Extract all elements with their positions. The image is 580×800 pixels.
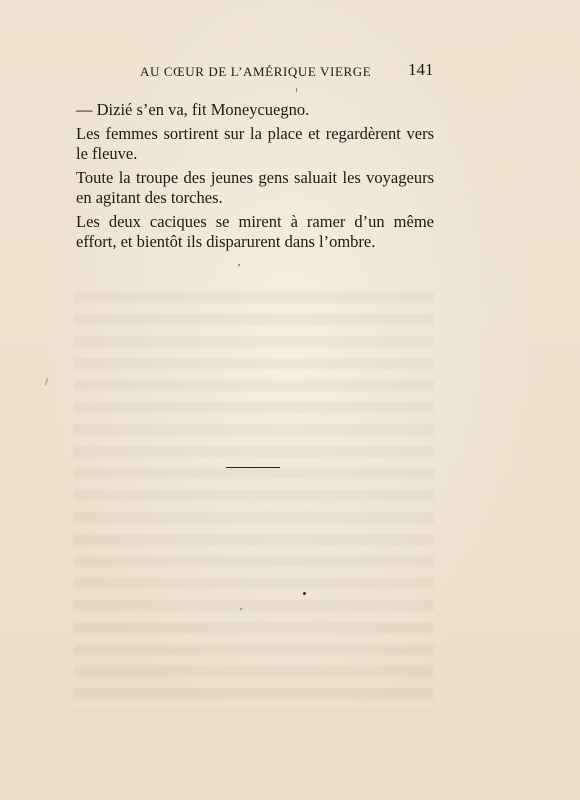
bleed-through-text [74, 292, 434, 712]
section-divider-rule [226, 467, 280, 468]
paragraph: — Dizié s’en va, fit Moneycuegno. [76, 100, 310, 119]
paragraph: Toute la troupe des jeunes gens saluait les voyageurs en agitant des torches. [76, 168, 434, 207]
paper-speck [240, 608, 242, 610]
running-title: AU CŒUR DE L’AMÉRIQUE VIERGE [140, 64, 372, 79]
paragraph: Les deux caciques se mirent à ramer d’un même effort, et bientôt ils disparurent dans l’ombre. [76, 212, 434, 251]
page-number: 141 [408, 60, 434, 79]
paragraph: Les femmes sortirent sur la place et regardèrent vers le fleuve. [76, 124, 434, 163]
paper-speck [238, 264, 240, 266]
running-head [0, 60, 580, 84]
paper-speck [45, 378, 48, 385]
body-text [76, 100, 434, 256]
paper-speck [303, 592, 306, 595]
paper-speck [296, 88, 297, 92]
